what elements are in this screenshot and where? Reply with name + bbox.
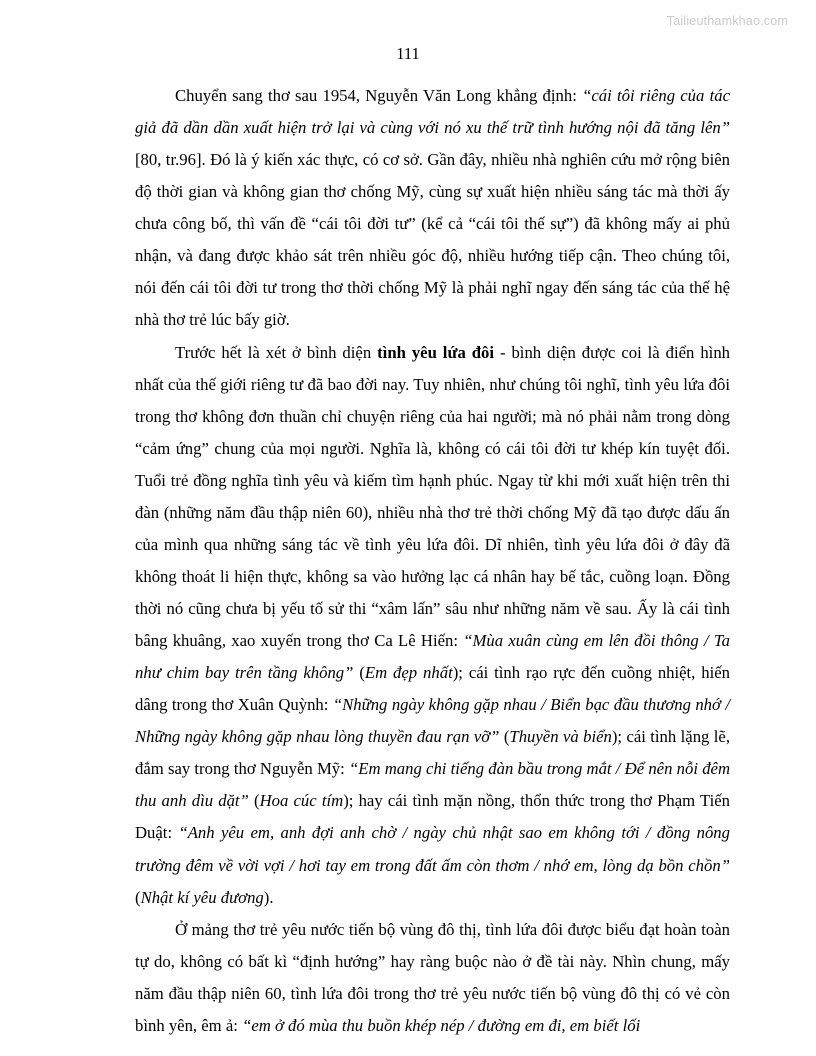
text-run: ); cái tình rạo rực đến cuồng nhiệt, hiến dâng trong thơ Xuân Quỳnh: bbox=[135, 663, 730, 715]
document-body bbox=[135, 80, 730, 1042]
italic-run: Em đẹp nhất bbox=[364, 663, 453, 683]
text-run: Ở mảng thơ trẻ yêu nước tiến bộ vùng đô thị, tình lứa đôi được biểu đạt hoàn toàn tự do, không có bất kì “định hướng” hay ràng buộc nào ở đề tài này. Nhìn chung, mấy năm đầu thập niên 60, tình lứa đôi trong thơ trẻ yêu nước tiến bộ vùng đô thị có vẻ còn bình yên, êm ả: bbox=[135, 919, 730, 1035]
italic-run: “Những ngày không gặp nhau / Biển bạc đầu thương nhớ / Những ngày không gặp nhau lòng thuyền đau rạn vỡ” bbox=[135, 695, 730, 747]
text-run: ). bbox=[263, 887, 274, 907]
italic-run: Nhật kí yêu đương bbox=[140, 887, 264, 907]
italic-run: “em ở đó mùa thu buồn khép nép / đường em đi, em biết lối bbox=[242, 1015, 641, 1035]
paragraph bbox=[135, 80, 730, 337]
italic-run: “cái tôi riêng của tác giả đã dần dần xuất hiện trở lại và cùng với nó xu thế trữ tình hướng nội đã tăng lên” bbox=[135, 86, 730, 138]
paragraph bbox=[135, 337, 730, 914]
italic-run: Thuyền và biển bbox=[509, 727, 612, 747]
paragraph bbox=[135, 914, 730, 1042]
text-run: ); cái tình lặng lẽ, đắm say trong thơ Nguyễn Mỹ: bbox=[135, 727, 730, 779]
text-run: ( bbox=[353, 663, 365, 683]
text-run: - bình diện được coi là điển hình nhất của thế giới riêng tư đã bao đời nay. Tuy nhiên, như chúng tôi nghĩ, tình yêu lứa đôi trong thơ không đơn thuần chỉ chuyện riêng của hai người; mà nó phải nằm trong dòng “cảm ứng” chung của mọi người. Nghĩa là, không có cái tôi đời tư khép kín tuyệt đối. Tuổi trẻ đồng nghĩa tình yêu và kiếm tìm hạnh phúc. Ngay từ khi mới xuất hiện trên thi đàn (những năm đầu thập niên 60), nhiều nhà thơ trẻ thời chống Mỹ đã tạo được dấu ấn của mình qua những sáng tác về tình yêu lứa đôi. Dĩ nhiên, tình yêu lứa đôi ở đây đã không thoát li hiện thực, không sa vào hưởng lạc cá nhân hay bế tắc, cuồng loạn. Đồng thời nó cũng chưa bị yếu tố sử thi “xâm lấn” sâu như những năm về sau. Ấy là cái tình bâng khuâng, xao xuyến trong thơ Ca Lê Hiến: bbox=[135, 342, 731, 651]
italic-run: “Anh yêu em, anh đợi anh chờ / ngày chủ nhật sao em không tới / đồng nông trường đêm về vời vợi / hơi tay em trong đất ấm còn thơm / nhớ em, lòng dạ bồn chồn” bbox=[135, 823, 730, 875]
italic-run: “Em mang chi tiếng đàn bầu trong mắt / Để nên nỗi đêm thu anh dìu dặt” bbox=[135, 759, 730, 811]
page-number: 111 bbox=[396, 44, 420, 63]
watermark-text: Tailieuthamkhao.com bbox=[666, 14, 788, 28]
text-run: ( bbox=[248, 791, 260, 811]
text-run: Chuyển sang thơ sau 1954, Nguyễn Văn Long khẳng định: bbox=[175, 86, 583, 105]
text-run: ); hay cái tình mặn nồng, thổn thức trong thơ Phạm Tiến Duật: bbox=[135, 791, 730, 843]
italic-run: “Mùa xuân cùng em lên đồi thông / Ta như chim bay trên tầng không” bbox=[135, 631, 730, 683]
italic-run: Hoa cúc tím bbox=[259, 791, 344, 811]
bold-run: tình yêu lứa đôi bbox=[377, 342, 495, 362]
text-run: ( bbox=[135, 887, 141, 907]
text-run: ( bbox=[499, 727, 510, 747]
text-run: Trước hết là xét ở bình diện bbox=[175, 342, 378, 362]
text-run: [80, tr.96]. Đó là ý kiến xác thực, có cơ sở. Gần đây, nhiều nhà nghiên cứu mở rộng biên độ thời gian và không gian thơ chống Mỹ, cùng sự xuất hiện nhiều sáng tác mà thời ấy chưa công bố, thì vấn đề “cái tôi đời tư” (kể cả “cái tôi thế sự”) đã không mấy ai phủ nhận, và đang được khảo sát trên nhiều góc độ, nhiều hướng tiếp cận. Theo chúng tôi, nói đến cái tôi đời tư trong thơ thời chống Mỹ là phải nghĩ ngay đến sáng tác của thế hệ nhà thơ trẻ lúc bấy giờ. bbox=[135, 150, 730, 330]
